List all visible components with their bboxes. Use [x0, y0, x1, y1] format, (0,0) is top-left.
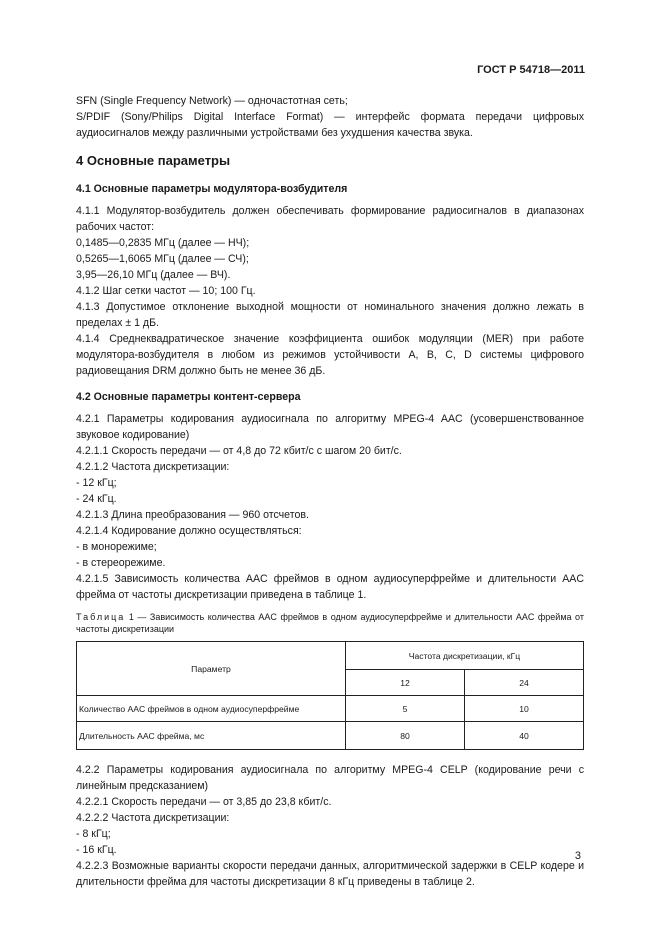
para-4-2-2-3: 4.2.2.3 Возможные варианты скорости передачи данных, алгоритмической задержки в CELP кодере и длительности фрейма для частоты дискретизации 8 кГц приведены в таблице 2. [76, 860, 584, 888]
page-content [76, 93, 584, 890]
section-4-1-title: 4.1 Основные параметры модулятора-возбудителя [76, 183, 348, 195]
mode-mono: - в монорежиме; [76, 541, 157, 553]
para-4-2-1-5: 4.2.1.5 Зависимость количества AAC фреймов в одном аудиосуперфрейме и длительности AAC фрейма от частоты дискретизации приведена в таблице 1. [76, 573, 584, 601]
section-4-2-title: 4.2 Основные параметры контент-сервера [76, 391, 301, 403]
table-header-12: 12 [346, 670, 465, 696]
range-hf: 3,95—26,10 МГц (далее — ВЧ). [76, 269, 231, 281]
mode-stereo: - в стереорежиме. [76, 557, 166, 569]
definition-sfn: SFN (Single Frequency Network) — одночастотная сеть; [76, 95, 348, 107]
para-4-2-1-2: 4.2.1.2 Частота дискретизации: [76, 461, 230, 473]
para-4-2-1-4: 4.2.1.4 Кодирование должно осуществляться: [76, 525, 302, 537]
table-1 [76, 641, 584, 750]
table-header-freq: Частота дискретизации, кГц [346, 642, 584, 670]
table-cell-param: Количество AAC фреймов в одном аудиосуперфрейме [77, 696, 346, 722]
para-4-1-3: 4.1.3 Допустимое отклонение выходной мощности от номинального значения должно лежать в пределах ± 1 дБ. [76, 301, 584, 329]
para-4-2-2: 4.2.2 Параметры кодирования аудиосигнала по алгоритму MPEG-4 CELP (кодирование речи с линейным предсказанием) [76, 764, 584, 792]
para-4-1-1: 4.1.1 Модулятор-возбудитель должен обеспечивать формирование радиосигналов в диапазонах рабочих частот: [76, 205, 584, 233]
table-cell-value: 5 [346, 696, 465, 722]
freq-item-24: - 24 кГц. [76, 493, 117, 505]
para-4-1-4: 4.1.4 Среднеквадратическое значение коэффициента ошибок модуляции (MER) при работе модулятора-возбудителя в любом из режимов устойчивости A, B, C, D системы цифрового радиовещания DRM должно быть не менее 36 дБ. [76, 333, 584, 377]
section-4-title: 4 Основные параметры [76, 153, 231, 168]
definition-spdif: S/PDIF (Sony/Philips Digital Interface Format) — интерфейс формата передачи цифровых аудиосигналов между различными устройствами без ухудшения качества звука. [76, 111, 584, 139]
para-4-2-1-1: 4.2.1.1 Скорость передачи — от 4,8 до 72 кбит/с с шагом 20 бит/с. [76, 445, 402, 457]
table-caption-text: 1 — Зависимость количества AAC фреймов в одном аудиосуперфрейме и длительности AAC фрейма от частоты дискретизации [76, 612, 584, 634]
table-row [77, 696, 584, 722]
table-1-caption [76, 611, 584, 635]
table-header-param: Параметр [77, 642, 346, 696]
table-cell-value: 40 [464, 722, 583, 750]
para-4-1-2: 4.1.2 Шаг сетки частот — 10; 100 Гц. [76, 285, 256, 297]
para-4-2-1-3: 4.2.1.3 Длина преобразования — 960 отсчетов. [76, 509, 309, 521]
para-4-2-2-1: 4.2.2.1 Скорость передачи — от 3,85 до 23,8 кбит/с. [76, 796, 332, 808]
table-cell-param: Длительность AAC фрейма, мс [77, 722, 346, 750]
table-header-24: 24 [464, 670, 583, 696]
document-code: ГОСТ Р 54718—2011 [477, 64, 585, 76]
freq-item-16: - 16 кГц. [76, 844, 117, 856]
para-4-2-2-2: 4.2.2.2 Частота дискретизации: [76, 812, 230, 824]
page-number: 3 [574, 850, 581, 862]
range-mf: 0,5265—1,6065 МГц (далее — СЧ); [76, 253, 249, 265]
table-row [77, 722, 584, 750]
freq-item-8: - 8 кГц; [76, 828, 111, 840]
table-caption-label: Таблица [76, 612, 126, 622]
table-cell-value: 10 [464, 696, 583, 722]
table-cell-value: 80 [346, 722, 465, 750]
freq-item-12: - 12 кГц; [76, 477, 117, 489]
range-lf: 0,1485—0,2835 МГц (далее — НЧ); [76, 237, 250, 249]
para-4-2-1: 4.2.1 Параметры кодирования аудиосигнала по алгоритму MPEG-4 AAC (усовершенствованное звуковое кодирование) [76, 413, 584, 441]
